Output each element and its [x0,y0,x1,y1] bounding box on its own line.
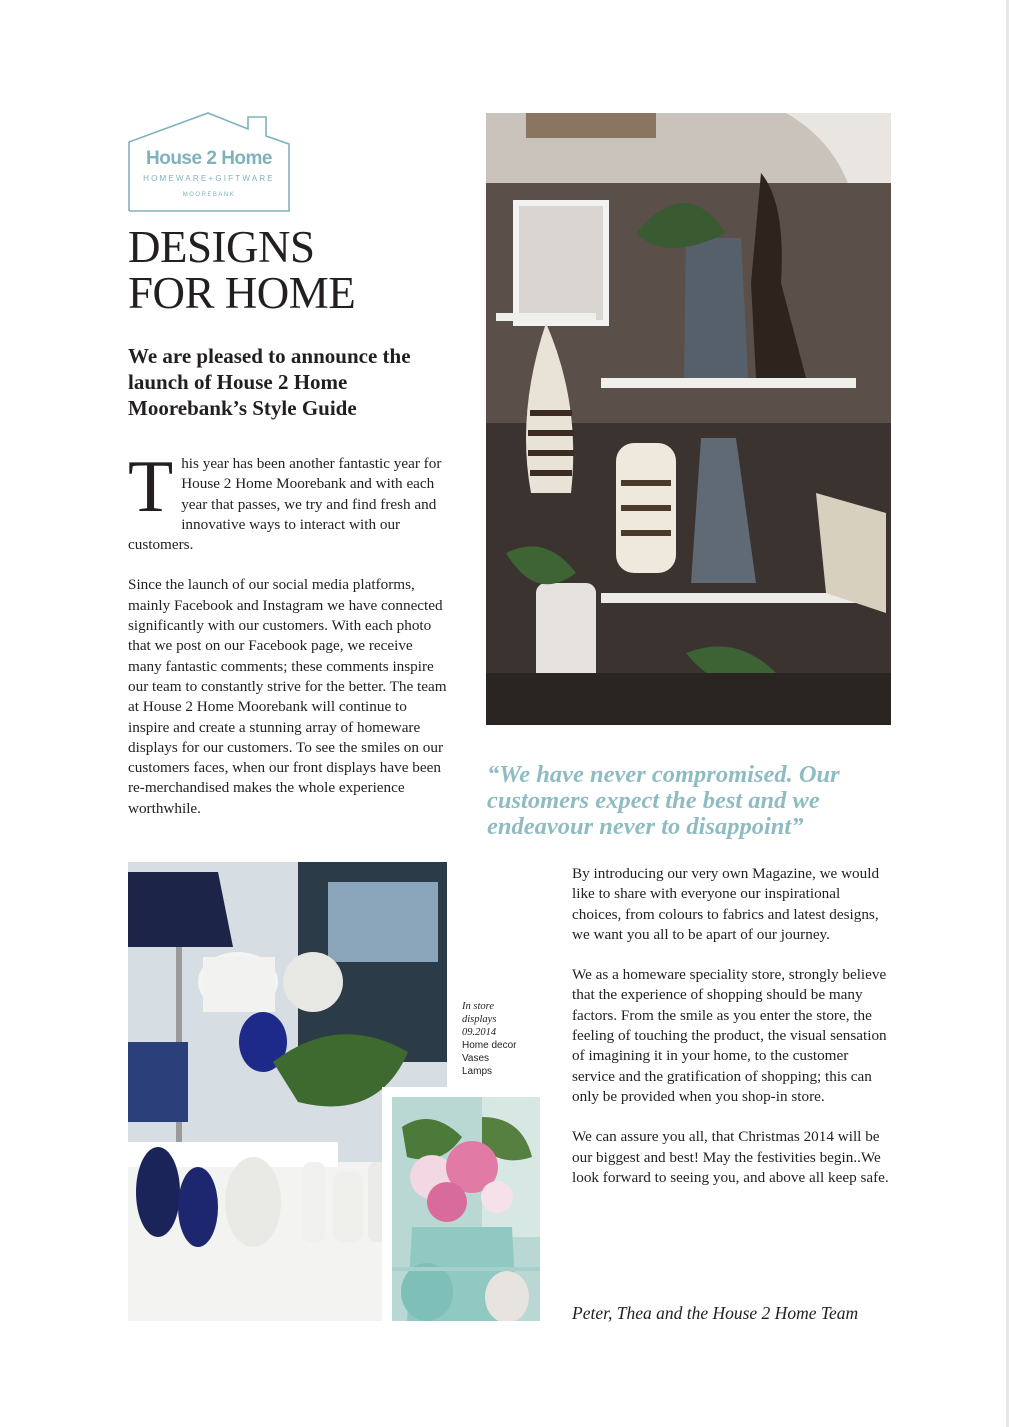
title-line-1: DESIGNS [128,222,315,272]
title-line-2: FOR HOME [128,268,356,318]
caption-line-3: 09.2014 [462,1027,497,1038]
shopping-experience-paragraph: We as a homeware speciality store, strongly believe that the experience of shopping should be many factors. From the smile as you enter the store, the feeling of touching the product, the visual sensation of imagining it in your home, to the customer service and the gratification of shopping; this can only be provided when you shop-in store. [572,966,887,1105]
store-shelf-photo [486,113,891,725]
page-title [128,224,468,316]
logo-tagline: HOMEWARE+GIFTWARE [143,174,275,183]
peony-vase-photo [392,1097,540,1321]
photo-caption [462,1000,552,1078]
caption-line-4: Home decor [462,1040,517,1051]
magazine-paragraph: By introducing our very own Magazine, we would like to share with everyone our inspirational choices, from colours to fabrics and latest designs, we want you all to be apart of our journey. [572,865,880,943]
logo-location: MOOREBANK [182,192,236,198]
caption-line-6: Lamps [462,1066,493,1077]
drop-cap: T [128,446,174,528]
signature: Peter, Thea and the House 2 Home Team [572,1303,859,1323]
left-column-text [128,446,450,839]
pull-quote: “We have never compromised. Our customers expect the best and we endeavour never to disappoint” [487,761,840,840]
caption-line-5: Vases [462,1053,490,1064]
subtitle: We are pleased to announce the launch of House 2 Home Moorebank’s Style Guide [128,344,411,420]
caption-line-2: displays [462,1014,497,1025]
christmas-paragraph: We can assure you all, that Christmas 2014 will be our biggest and best! May the festivities begin..We look forward to seeing you, and above all keep safe. [572,1128,889,1186]
social-media-paragraph: Since the launch of our social media platforms, mainly Facebook and Instagram we have connected significantly with our customers. With each photo that we post on our Facebook page, we receive many fantastic comments; these comments inspire our team to constantly strive for the better. The team at House 2 Home Moorebank will continue to inspire and create a stunning array of homeware displays for our customers. To see the smiles on our customers faces, when our front displays have been re-merchandised makes the whole experience worthwhile. [128,576,447,817]
house-2-home-logo [128,112,290,212]
caption-line-1: In store [462,1001,494,1012]
intro-paragraph [128,446,450,555]
right-column-text [572,864,892,1208]
intro-paragraph-text: his year has been another fantastic year for House 2 Home Moorebank and with each year that passes, we try and find fresh and innovative ways to interact with our customers. [128,455,442,554]
logo-brand: House 2 Home [146,148,272,169]
